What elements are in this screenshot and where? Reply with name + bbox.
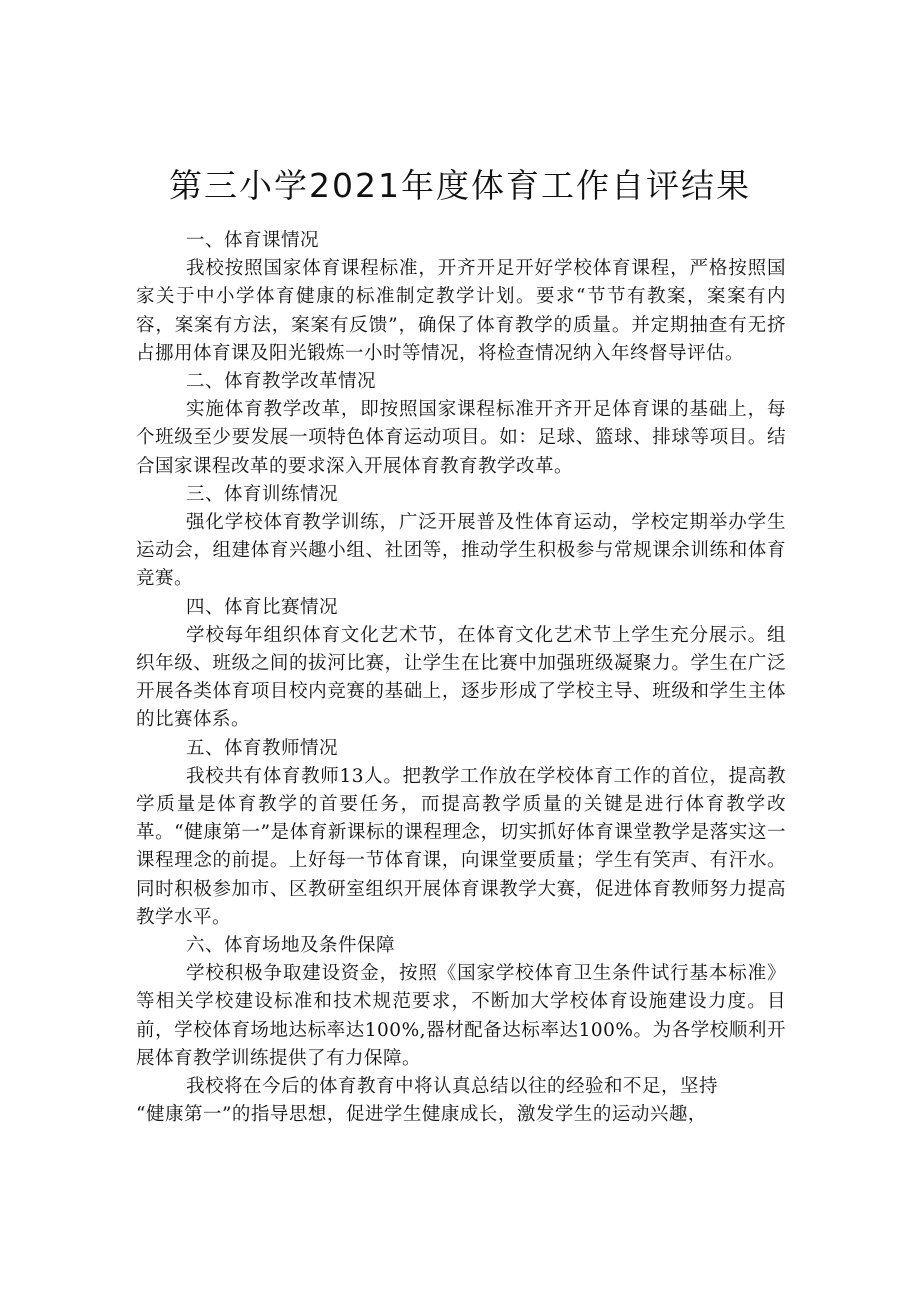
section-heading: 二、体育教学改革情况 [186,371,377,393]
section-reform [136,368,786,481]
section-paragraph: 学校每年组织体育文化艺术节，在体育文化艺术节上学生充分展示。组织年级、班级之间的拔河比赛，让学生在比赛中加强班级凝聚力。学生在广泛开展各类体育项目校内竞赛的基础上，逐步形成了学校主导、班级和学生主体的比赛体系。 [136,624,786,731]
section-course [136,227,786,368]
section-heading: 四、体育比赛情况 [186,596,339,618]
section-heading: 三、体育训练情况 [186,483,339,505]
section-training [136,481,786,594]
section-heading: 六、体育场地及条件保障 [186,935,396,957]
closing-paragraph [136,1073,786,1129]
document-title: 第三小学2021年度体育工作自评结果 [169,166,751,205]
section-paragraph: 我校共有体育教师13人。把教学工作放在学校体育工作的首位，提高教学质量是体育教学的首要任务，而提高教学质量的关键是进行体育教学改革。“健康第一”是体育新课标的课程理念，切实抓好体育课堂教学是落实这一课程理念的前提。上好每一节体育课，向课堂要质量；学生有笑声、有汗水。同时积极参加市、区教研室组织开展体育课教学大赛，促进体育教师努力提高教学水平。 [136,765,786,928]
section-competition [136,594,786,735]
section-teachers [136,735,786,932]
section-heading: 五、体育教师情况 [186,737,339,759]
section-paragraph: 实施体育教学改革，即按照国家课程标准开齐开足体育课的基础上，每个班级至少要发展一项特色体育运动项目。如：足球、篮球、排球等项目。结合国家课程改革的要求深入开展体育教育教学改革。 [136,399,786,477]
closing-line: 我校将在今后的体育教育中将认真总结以往的经验和不足，坚持 [186,1076,719,1098]
section-heading: 一、体育课情况 [186,230,320,251]
closing-line: “健康第一”的指导思想，促进学生健康成长，激发学生的运动兴趣， [136,1104,707,1126]
section-paragraph: 强化学校体育教学训练，广泛开展普及性体育运动，学校定期举办学生运动会，组建体育兴趣小组、社团等，推动学生积极参与常规课余训练和体育竞赛。 [136,512,786,590]
section-paragraph: 学校积极争取建设资金，按照《国家学校体育卫生条件试行基本标准》等相关学校建设标准和技术规范要求，不断加大学校体育设施建设力度。目前，学校体育场地达标率达100%,器材配备达标率达100%。为各学校顺利开展体育教学训练提供了有力保障。 [136,963,786,1069]
section-paragraph: 我校按照国家体育课程标准，开齐开足开好学校体育课程，严格按照国家关于中小学体育健康的标准制定教学计划。要求“节节有教案，案案有内容，案案有方法，案案有反馈”，确保了体育教学的质量。并定期抽查有无挤占挪用体育课及阳光锻炼一小时等情况，将检查情况纳入年终督导评估。 [136,258,786,364]
document-body [136,227,786,1130]
section-facilities [136,932,786,1073]
